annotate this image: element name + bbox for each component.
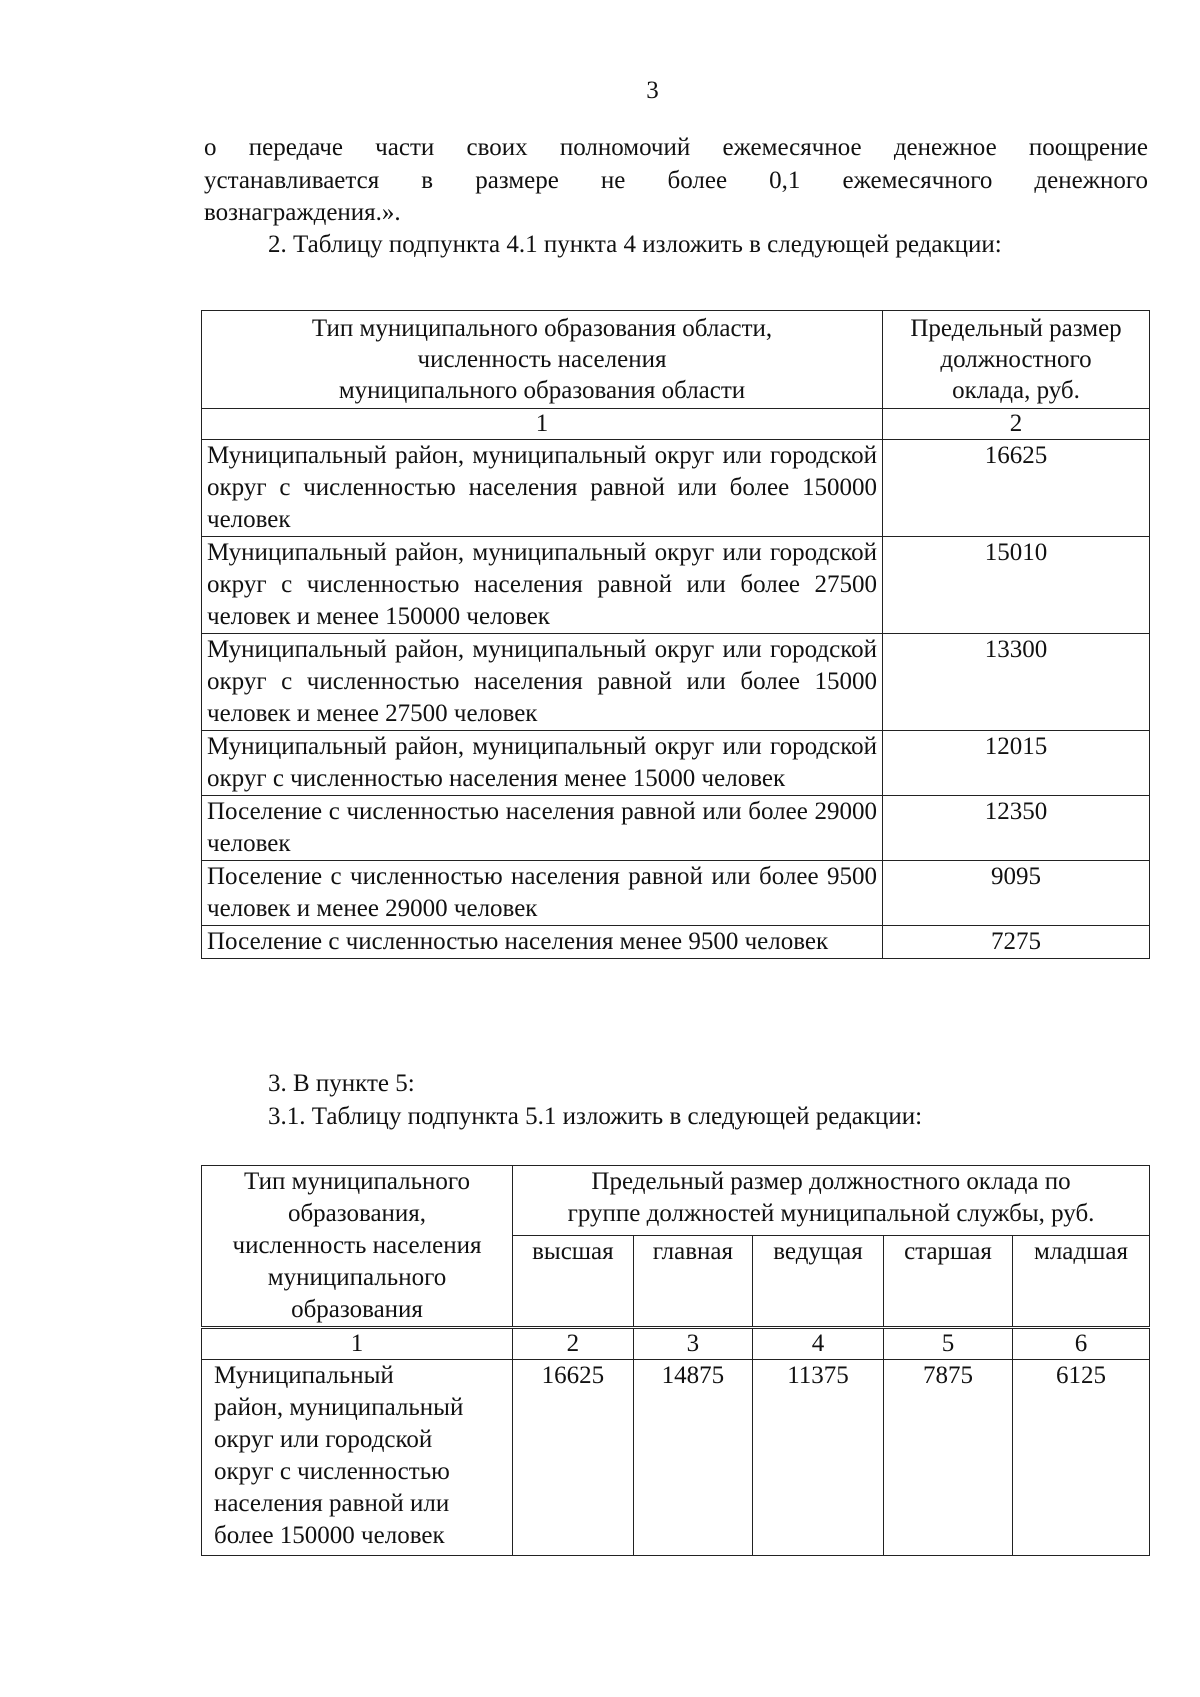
municipality-type-cell: Муниципальный район, муниципальный округ или городской округ с численностью населения равной или более 15000 человек и менее 27500 человек [202,634,883,731]
group-header: ведущая [752,1236,883,1328]
intro-line: о передаче части своих полномочий ежемесячное денежное поощрение [204,134,1148,161]
salary-value-cell: 11375 [752,1360,883,1556]
municipality-type-cell: Муниципальный район, муниципальный округ или городской округ с численностью населения менее 15000 человек [202,731,883,796]
table-row [202,1360,1150,1556]
column-number: 2 [513,1328,634,1360]
salary-value-cell: 12350 [883,796,1150,861]
column-number: 1 [202,1328,513,1360]
group-header: младшая [1012,1236,1149,1328]
column-number: 2 [883,409,1150,440]
header-municipality-type: Тип муниципального образования области, численность населения муниципального образования области [202,311,883,409]
municipality-type-cell: Поселение с численностью населения равной или более 29000 человек [202,796,883,861]
table-row [202,861,1150,926]
group-header: высшая [513,1236,634,1328]
item-3-1-paragraph: 3.1. Таблицу подпункта 5.1 изложить в следующей редакции: [268,1103,923,1130]
municipality-type-cell: Поселение с численностью населения менее 9500 человек [202,926,883,959]
header-municipality-type: Тип муниципального образования, численность населения муниципального образования [202,1166,513,1328]
intro-line: вознаграждения.». [204,199,401,226]
table-row [202,926,1150,959]
salary-value-cell: 7875 [884,1360,1013,1556]
municipality-type-cell: Муниципальный район, муниципальный округ или городской округ с численностью населения равной или более 150000 человек [202,1360,513,1556]
table-header-row [202,1166,1150,1236]
column-number-row [202,409,1150,440]
intro-paragraph [204,132,1148,230]
salary-value-cell: 14875 [633,1360,752,1556]
intro-line: устанавливается в размере не более 0,1 ежемесячного денежного [204,166,1148,194]
salary-value-cell: 12015 [883,731,1150,796]
column-number: 1 [202,409,883,440]
column-number: 5 [884,1328,1013,1360]
salary-value-cell: 16625 [883,440,1150,537]
table-row [202,731,1150,796]
salary-value-cell: 13300 [883,634,1150,731]
table-row [202,537,1150,634]
salary-value-cell: 15010 [883,537,1150,634]
table-row [202,634,1150,731]
header-max-salary: Предельный размер должностного оклада, руб. [883,311,1150,409]
column-number-row [202,1328,1150,1360]
page-number: 3 [646,77,659,104]
salary-value-cell: 6125 [1012,1360,1149,1556]
table-header-row [202,311,1150,409]
header-salary-by-group: Предельный размер должностного оклада по группе должностей муниципальной службы, руб. [513,1166,1150,1236]
group-header: старшая [884,1236,1013,1328]
group-header: главная [633,1236,752,1328]
column-number: 4 [752,1328,883,1360]
table-row [202,440,1150,537]
salary-table-4-1 [201,310,1150,959]
column-number: 3 [633,1328,752,1360]
municipality-type-cell: Поселение с численностью населения равной или более 9500 человек и менее 29000 человек [202,861,883,926]
table-row [202,796,1150,861]
salary-value-cell: 7275 [883,926,1150,959]
municipality-type-cell: Муниципальный район, муниципальный округ или городской округ с численностью населения равной или более 27500 человек и менее 150000 человек [202,537,883,634]
column-number: 6 [1012,1328,1149,1360]
salary-table-5-1 [201,1165,1150,1556]
salary-value-cell: 9095 [883,861,1150,926]
salary-value-cell: 16625 [513,1360,634,1556]
municipality-type-cell: Муниципальный район, муниципальный округ или городской округ с численностью населения равной или более 150000 человек [202,440,883,537]
item-2-paragraph: 2. Таблицу подпункта 4.1 пункта 4 изложить в следующей редакции: [268,231,1002,258]
item-3-paragraph: 3. В пункте 5: [268,1070,415,1097]
